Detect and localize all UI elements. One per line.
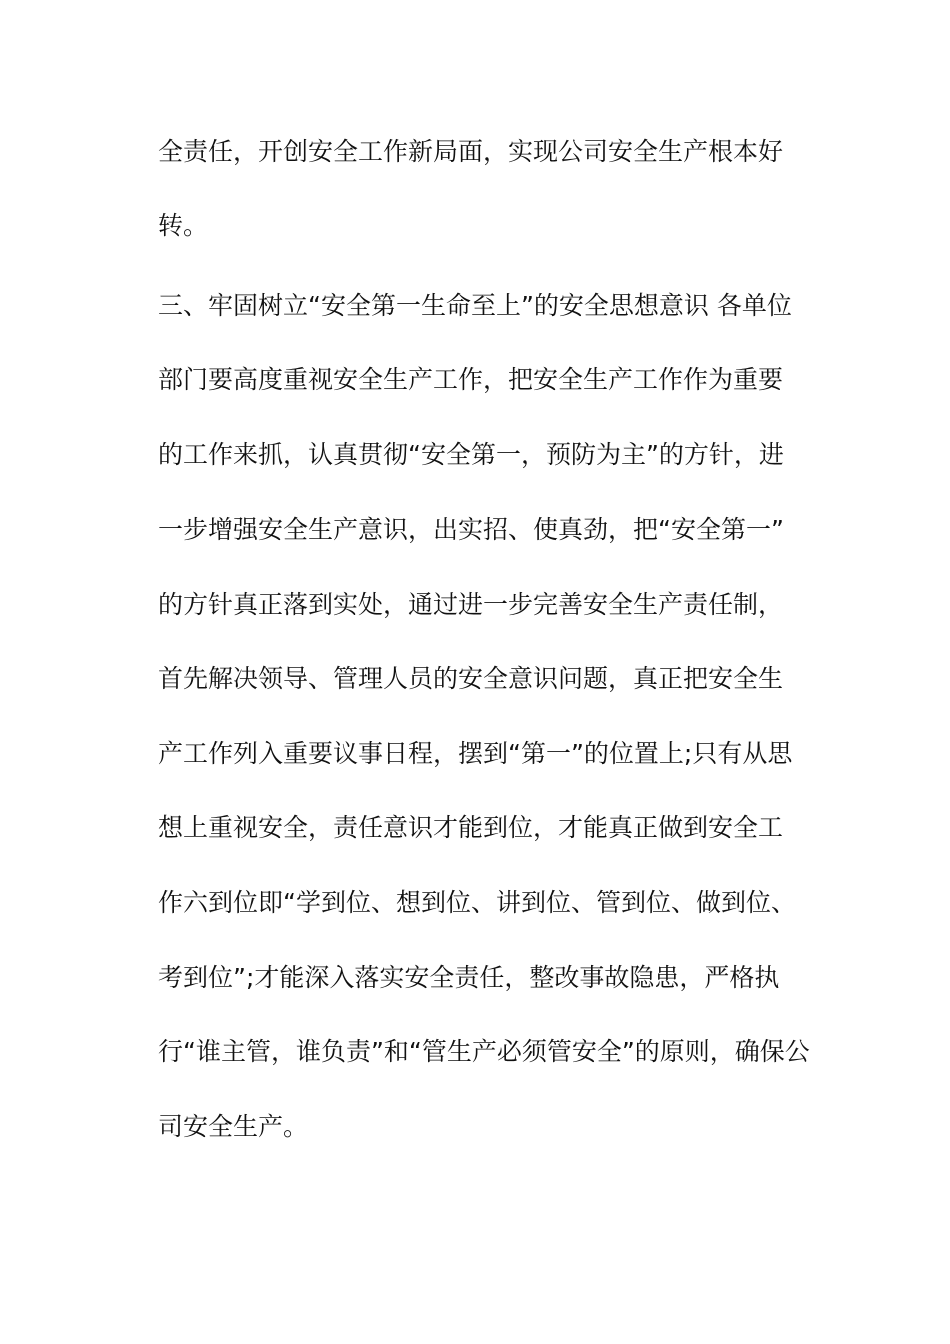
text-line: 考到位”;才能深入落实安全责任，整改事故隐患，严格执 xyxy=(158,963,780,992)
text-line: 作六到位即“学到位、想到位、讲到位、管到位、做到位、 xyxy=(158,888,796,917)
text-line: 全责任，开创安全工作新局面，实现公司安全生产根本好 xyxy=(158,137,784,166)
text-line: 司安全生产。 xyxy=(158,1112,309,1141)
text-line: 首先解决领导、管理人员的安全意识问题，真正把安全生 xyxy=(158,664,784,693)
text-line: 转。 xyxy=(158,211,209,240)
text-line: 行“谁主管，谁负责”和“管生产必须管安全”的原则，确保公 xyxy=(158,1037,810,1066)
text-line: 想上重视安全，责任意识才能到位，才能真正做到安全工 xyxy=(158,813,784,842)
text-line: 一步增强安全生产意识，出实招、使真劲，把“安全第一” xyxy=(158,515,784,544)
text-line: 的方针真正落到实处，通过进一步完善安全生产责任制， xyxy=(158,590,784,619)
text-line: 部门要高度重视安全生产工作，把安全生产工作作为重要 xyxy=(158,365,784,394)
text-line: 产工作列入重要议事日程，摆到“第一”的位置上;只有从思 xyxy=(158,739,793,768)
text-line: 的工作来抓，认真贯彻“安全第一，预防为主”的方针，进 xyxy=(158,440,784,469)
section-heading-line: 三、牢固树立“安全第一生命至上”的安全思想意识 各单位 xyxy=(158,291,792,320)
